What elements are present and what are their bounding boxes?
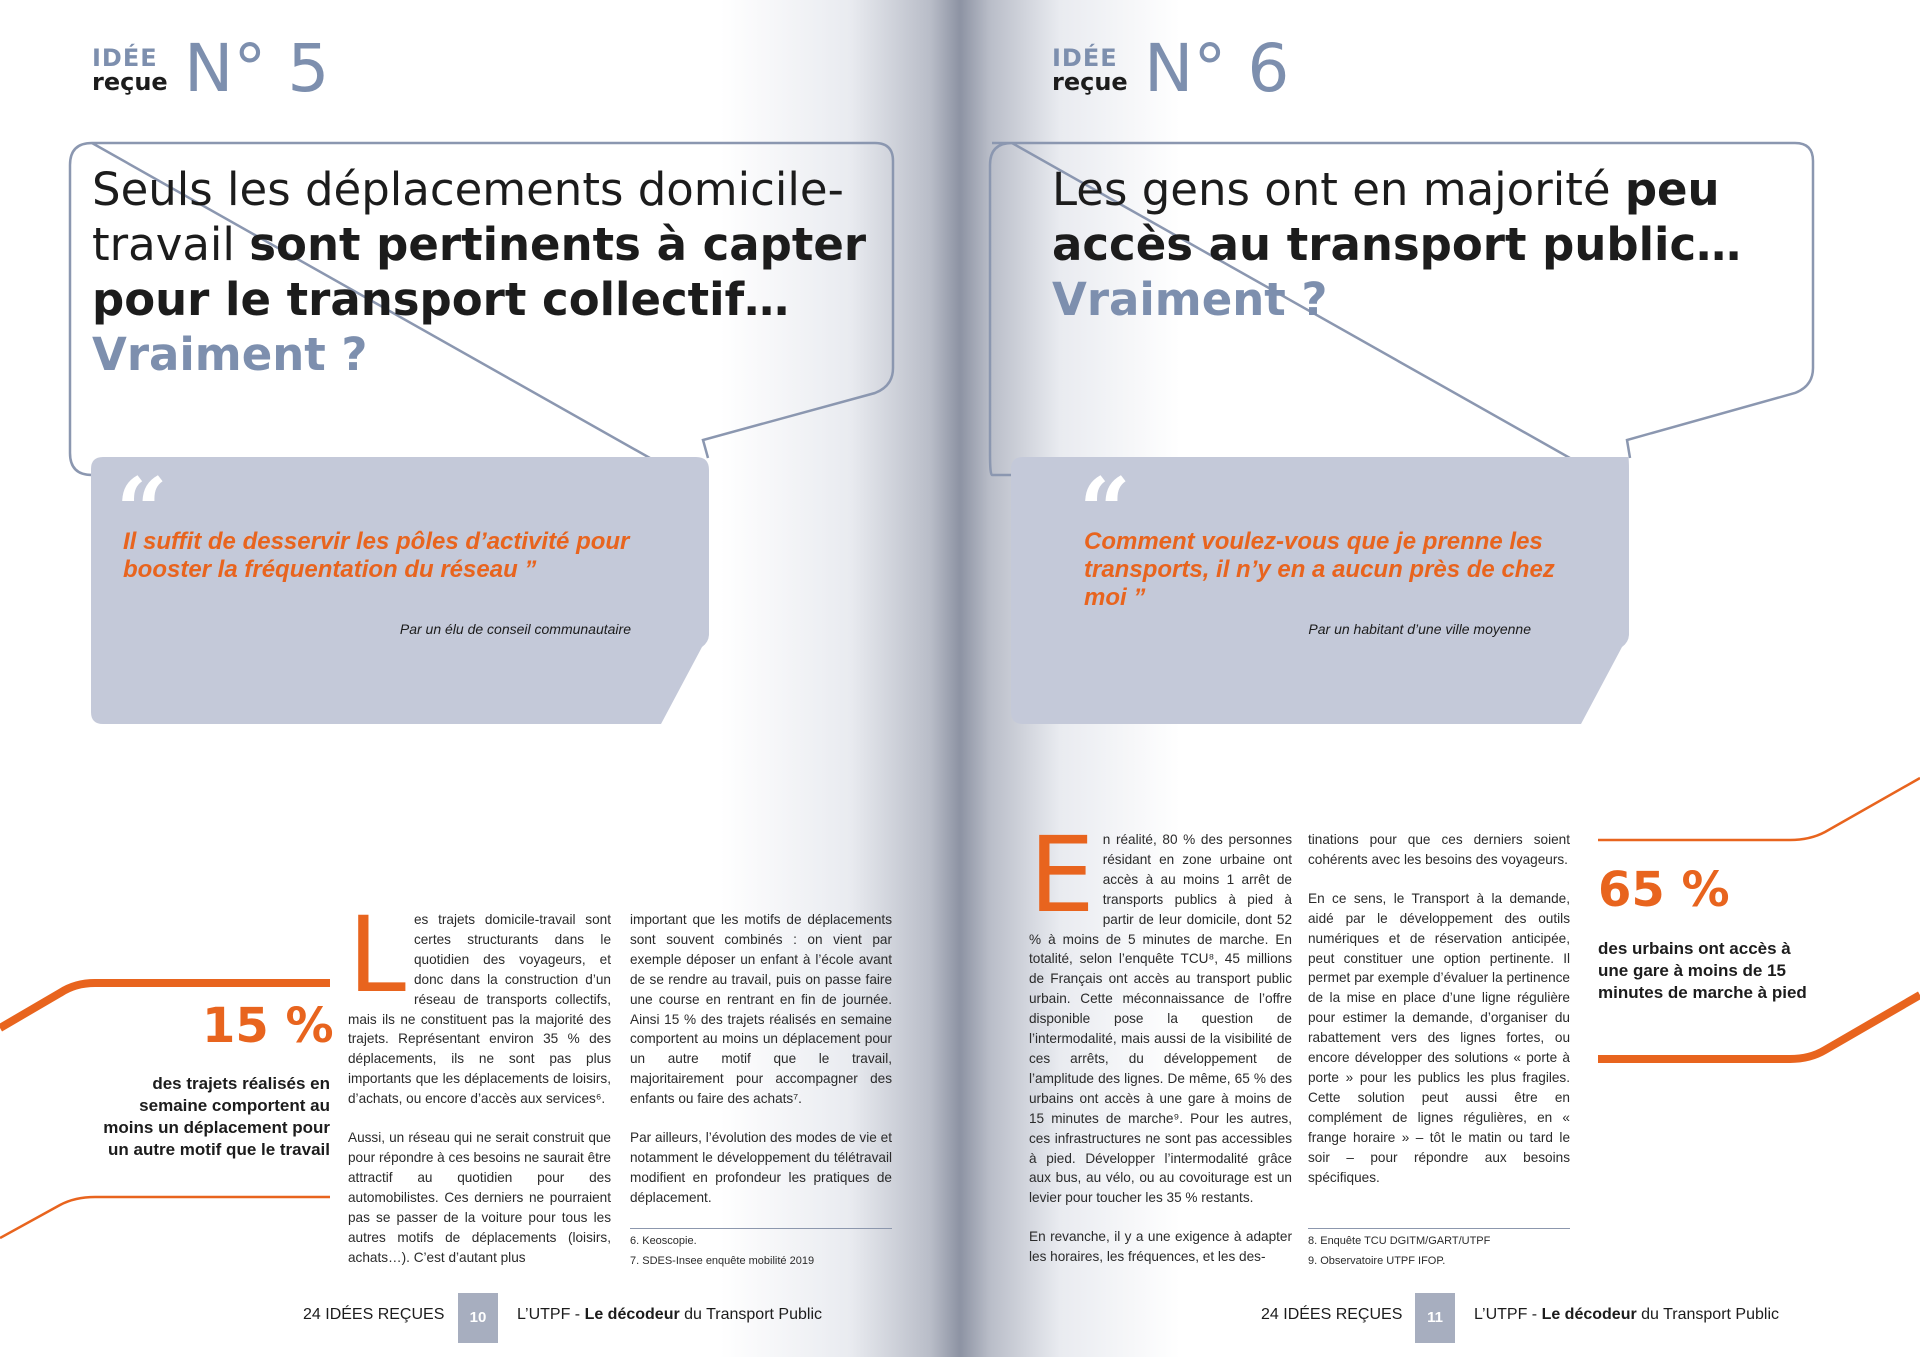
stat-value: 15 % <box>202 998 334 1054</box>
recue-word: reçue <box>92 68 168 96</box>
headline-question: Vraiment ? <box>1052 273 1328 326</box>
brand-prefix: L’UTPF - <box>517 1306 585 1323</box>
brand-suffix: du Transport Public <box>1636 1306 1779 1323</box>
brand-prefix: L’UTPF - <box>1474 1306 1542 1323</box>
recue-word: reçue <box>1052 68 1128 96</box>
drop-cap: L <box>348 894 406 1016</box>
quote-mark-icon: “ <box>116 458 168 564</box>
footer-series: 24 IDÉES REÇUES <box>1261 1306 1403 1323</box>
quote-attribution: Par un élu de conseil communautaire <box>399 621 631 637</box>
quote-text: Comment voulez-vous que je prenne les transports, il n’y en a aucun près de chez moi ” <box>1084 528 1555 611</box>
footer-brand <box>517 1306 822 1324</box>
footer-brand <box>1474 1306 1779 1324</box>
body-paragraph: es trajets domicile-travail sont certes structurants dans le quotidien des voyageurs, et donc dans la construction d’un réseau de transports collectifs, mais ils ne constituent pas la majorité des trajets. Représentant environ 35 % des déplacements, ils ne sont pas plus importants que les déplacements de loisirs, d’achats, ou encore d’accès aux services⁶. <box>348 912 611 1107</box>
headline-bold: sont pertinents à capter pour le transport collectif… <box>92 218 867 326</box>
brand-suffix: du Transport Public <box>679 1306 822 1323</box>
idee-word: IDÉE <box>92 44 158 72</box>
idea-number: N° 5 <box>184 30 330 107</box>
footnote-rule <box>630 1228 892 1229</box>
brand-bold: Le décodeur <box>584 1306 680 1323</box>
headline-light: Seuls les déplacements domicile-travail <box>92 163 844 271</box>
drop-cap: E <box>1029 814 1095 936</box>
quote-text: Il suffit de desservir les pôles d’activité pour booster la fréquentation du réseau ” <box>123 528 630 583</box>
footnote: 7. SDES-Insee enquête mobilité 2019 <box>630 1255 815 1267</box>
headline-light: Les gens ont en majorité <box>1052 163 1625 216</box>
footnote: 9. Observatoire UTPF IFOP. <box>1308 1255 1446 1267</box>
brand-bold: Le décodeur <box>1541 1306 1637 1323</box>
idea-number: N° 6 <box>1144 30 1290 107</box>
quote-mark-icon: “ <box>1079 458 1131 564</box>
stat-value: 65 % <box>1598 862 1730 918</box>
footer-series: 24 IDÉES REÇUES <box>303 1306 445 1323</box>
body-column-2 <box>1308 830 1570 1206</box>
page-number: 10 <box>458 1293 498 1343</box>
body-paragraph: important que les motifs de déplacements sont souvent combinés : on vient par exemple déposer un enfant à l’école avant de se rendre au travail, puis on passe faire une course en rentrant en fin de journée. Ainsi 15 % des trajets réalisés en semaine comportent au moins un déplacement pour un autre motif que le travail, majoritairement pour accompagner des enfants ou faire des achats⁷. <box>630 912 892 1107</box>
body-paragraph: Par ailleurs, l’évolution des modes de vie et notamment le développement du télétravail modifient en profondeur les pratiques de déplacement. <box>630 1130 892 1205</box>
idee-word: IDÉE <box>1052 44 1118 72</box>
quote-attribution: Par un habitant d’une ville moyenne <box>1308 621 1531 637</box>
body-paragraph: tinations pour que ces derniers soient cohérents avec les besoins des voyageurs. <box>1308 832 1570 867</box>
stat-caption: des urbains ont accès à une gare à moins de 15 minutes de marche à pied <box>1598 939 1807 1002</box>
headline-question: Vraiment ? <box>92 328 368 381</box>
body-paragraph: En ce sens, le Transport à la demande, aidé par le développement des outils numériques et de réservation anticipée, peut constituer une option pertinente. Il permet par exemple d’évaluer la pertinence de la mise en place d’une ligne régulière pour estimer la demande, d’organiser du rabattement vers des lignes fortes, ou encore développer des solutions « porte à porte » pour les publics les plus fragiles. Cette solution peut aussi être en complément de lignes régulières, en « frange horaire » – tôt le matin ou tard le soir – pour répondre aux besoins spécifiques. <box>1308 890 1570 1185</box>
body-paragraph: En revanche, il y a une exigence à adapter les horaires, les fréquences, et les des- <box>1029 1229 1292 1265</box>
footnote: 6. Keoscopie. <box>630 1235 697 1247</box>
footnote-rule <box>1308 1228 1570 1229</box>
headline-bold: peu accès au transport public… <box>1052 163 1742 271</box>
body-paragraph: Aussi, un réseau qui ne serait construit que pour répondre à ces besoins ne saurait être attractif au quotidien pour des automobilistes. Ces derniers ne pourraient pas se passer de la voiture pour tous les autres motifs de déplacements (loisirs, achats…). C’est d’autant plus <box>348 1130 611 1265</box>
body-column-1 <box>348 894 611 1286</box>
body-paragraph: n réalité, 80 % des personnes résidant en zone urbaine ont accès à au moins 1 arrêt de transports publics à pied à partir de leur domicile, dont 52 % à moins de 5 minutes de marche. En totalité, selon l’enquête TCU⁸, 45 millions de Français ont accès au transport public urbain. Cette méconnaissance de l’offre disponible pose la question de l’intermodalité, mais aussi de la visibilité de ces arrêts, du développement de l’amplitude des lignes. De même, 65 % des urbains ont accès à une gare à moins de 15 minutes de marche⁹. Pour les autres, ces infrastructures ne sont pas accessibles à pied. Développer l’intermodalité grâce aux bus, au vélo, ou au covoiturage est un levier pour toucher les 35 % restants. <box>1029 832 1292 1206</box>
right-page <box>960 0 1920 1357</box>
page-number: 11 <box>1415 1293 1455 1343</box>
footnote: 8. Enquête TCU DGITM/GART/UTPF <box>1308 1235 1491 1247</box>
body-column-2 <box>630 910 892 1227</box>
body-column-1 <box>1029 814 1292 1286</box>
stat-caption: des trajets réalisés en semaine comportent au moins un déplacement pour un autre motif que le travail <box>103 1074 330 1159</box>
